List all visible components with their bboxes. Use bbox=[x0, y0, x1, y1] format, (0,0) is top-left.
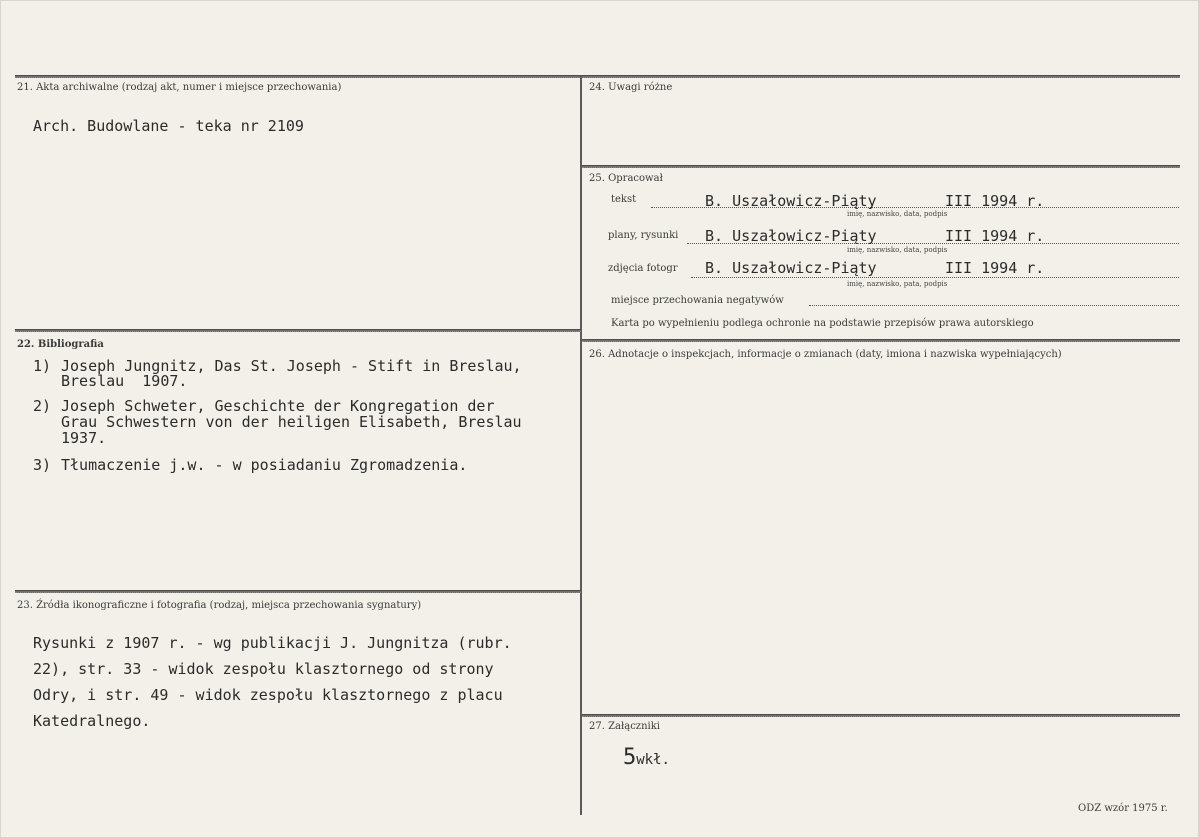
row-plany-hint: imię, nazwisko, data, podpis bbox=[847, 246, 948, 254]
rule-23 bbox=[15, 590, 581, 593]
section-21-text: Arch. Budowlane - teka nr 2109 bbox=[33, 117, 304, 135]
bib-item-2-num: 2) bbox=[33, 397, 52, 415]
section-23-line-1: Rysunki z 1907 r. - wg publikacji J. Jungnitza (rubr. bbox=[33, 634, 512, 652]
rule-27 bbox=[582, 714, 1180, 717]
negatives-dots bbox=[809, 305, 1179, 306]
section-23-line-3: Odry, i str. 49 - widok zespołu klasztornego z placu bbox=[33, 686, 503, 704]
bib-item-3-line-1: Tłumaczenie j.w. - w posiadaniu Zgromadzenia. bbox=[61, 456, 468, 474]
rule-22 bbox=[15, 329, 581, 332]
form-footer: ODZ wzór 1975 r. bbox=[1078, 803, 1168, 814]
row-tekst-hint: imię, nazwisko, data, podpis bbox=[847, 210, 948, 218]
section-24-label: 24. Uwagi różne bbox=[589, 82, 673, 93]
row-zdjecia-name: B. Uszałowicz-Piąty bbox=[705, 259, 877, 277]
top-rule bbox=[15, 75, 1180, 78]
row-tekst-label: tekst bbox=[611, 194, 637, 205]
row-plany-name: B. Uszałowicz-Piąty bbox=[705, 227, 877, 245]
bib-item-1-num: 1) bbox=[33, 357, 52, 375]
section-22-label: 22. Bibliografia bbox=[17, 339, 104, 350]
section-23-label: 23. Źródła ikonograficzne i fotografia (rodzaj, miejsca przechowania sygnatury) bbox=[17, 600, 422, 611]
center-divider bbox=[580, 75, 582, 815]
section-25-label: 25. Opracował bbox=[589, 173, 663, 184]
section-21-label: 21. Akta archiwalne (rodzaj akt, numer i miejsce przechowania) bbox=[17, 82, 342, 93]
copyright-note: Karta po wypełnieniu podlega ochronie na podstawie przepisów prawa autorskiego bbox=[611, 318, 1034, 329]
row-zdjecia-date: III 1994 r. bbox=[945, 259, 1045, 277]
negatives-label: miejsce przechowania negatywów bbox=[611, 295, 784, 306]
row-tekst-date: III 1994 r. bbox=[945, 192, 1045, 210]
bib-item-2-line-3: 1937. bbox=[61, 429, 107, 447]
rule-25 bbox=[582, 165, 1180, 168]
bib-item-1-line-1: Joseph Jungnitz, Das St. Joseph - Stift in Breslau, bbox=[61, 357, 522, 375]
row-zdjecia-dots bbox=[691, 277, 1179, 278]
row-plany-date: III 1994 r. bbox=[945, 227, 1045, 245]
section-23-line-4: Katedralnego. bbox=[33, 712, 151, 730]
row-zdjecia-label: zdjęcia fotogr bbox=[608, 263, 678, 274]
bib-item-1-line-2: Breslau 1907. bbox=[61, 372, 188, 390]
bib-item-2-line-2: Grau Schwestern von der heiligen Elisabeth, Breslau bbox=[61, 413, 522, 431]
section-23-line-2: 22), str. 33 - widok zespołu klasztornego od strony bbox=[33, 660, 494, 678]
row-zdjecia-hint: imię, nazwisko, pata, podpis bbox=[847, 280, 948, 288]
attachments-count: 5 bbox=[623, 745, 637, 770]
rule-26 bbox=[582, 339, 1180, 342]
section-26-label: 26. Adnotacje o inspekcjach, informacje o zmianach (daty, imiona i nazwiska wypełniających) bbox=[589, 349, 1062, 360]
row-tekst-name: B. Uszałowicz-Piąty bbox=[705, 192, 877, 210]
section-27-label: 27. Załączniki bbox=[589, 721, 660, 732]
bib-item-2-line-1: Joseph Schweter, Geschichte der Kongregation der bbox=[61, 397, 495, 415]
row-plany-label: plany, rysunki bbox=[608, 230, 679, 241]
attachments-value bbox=[623, 745, 670, 770]
bib-item-3-num: 3) bbox=[33, 456, 52, 474]
attachments-unit: wkł. bbox=[636, 752, 670, 768]
